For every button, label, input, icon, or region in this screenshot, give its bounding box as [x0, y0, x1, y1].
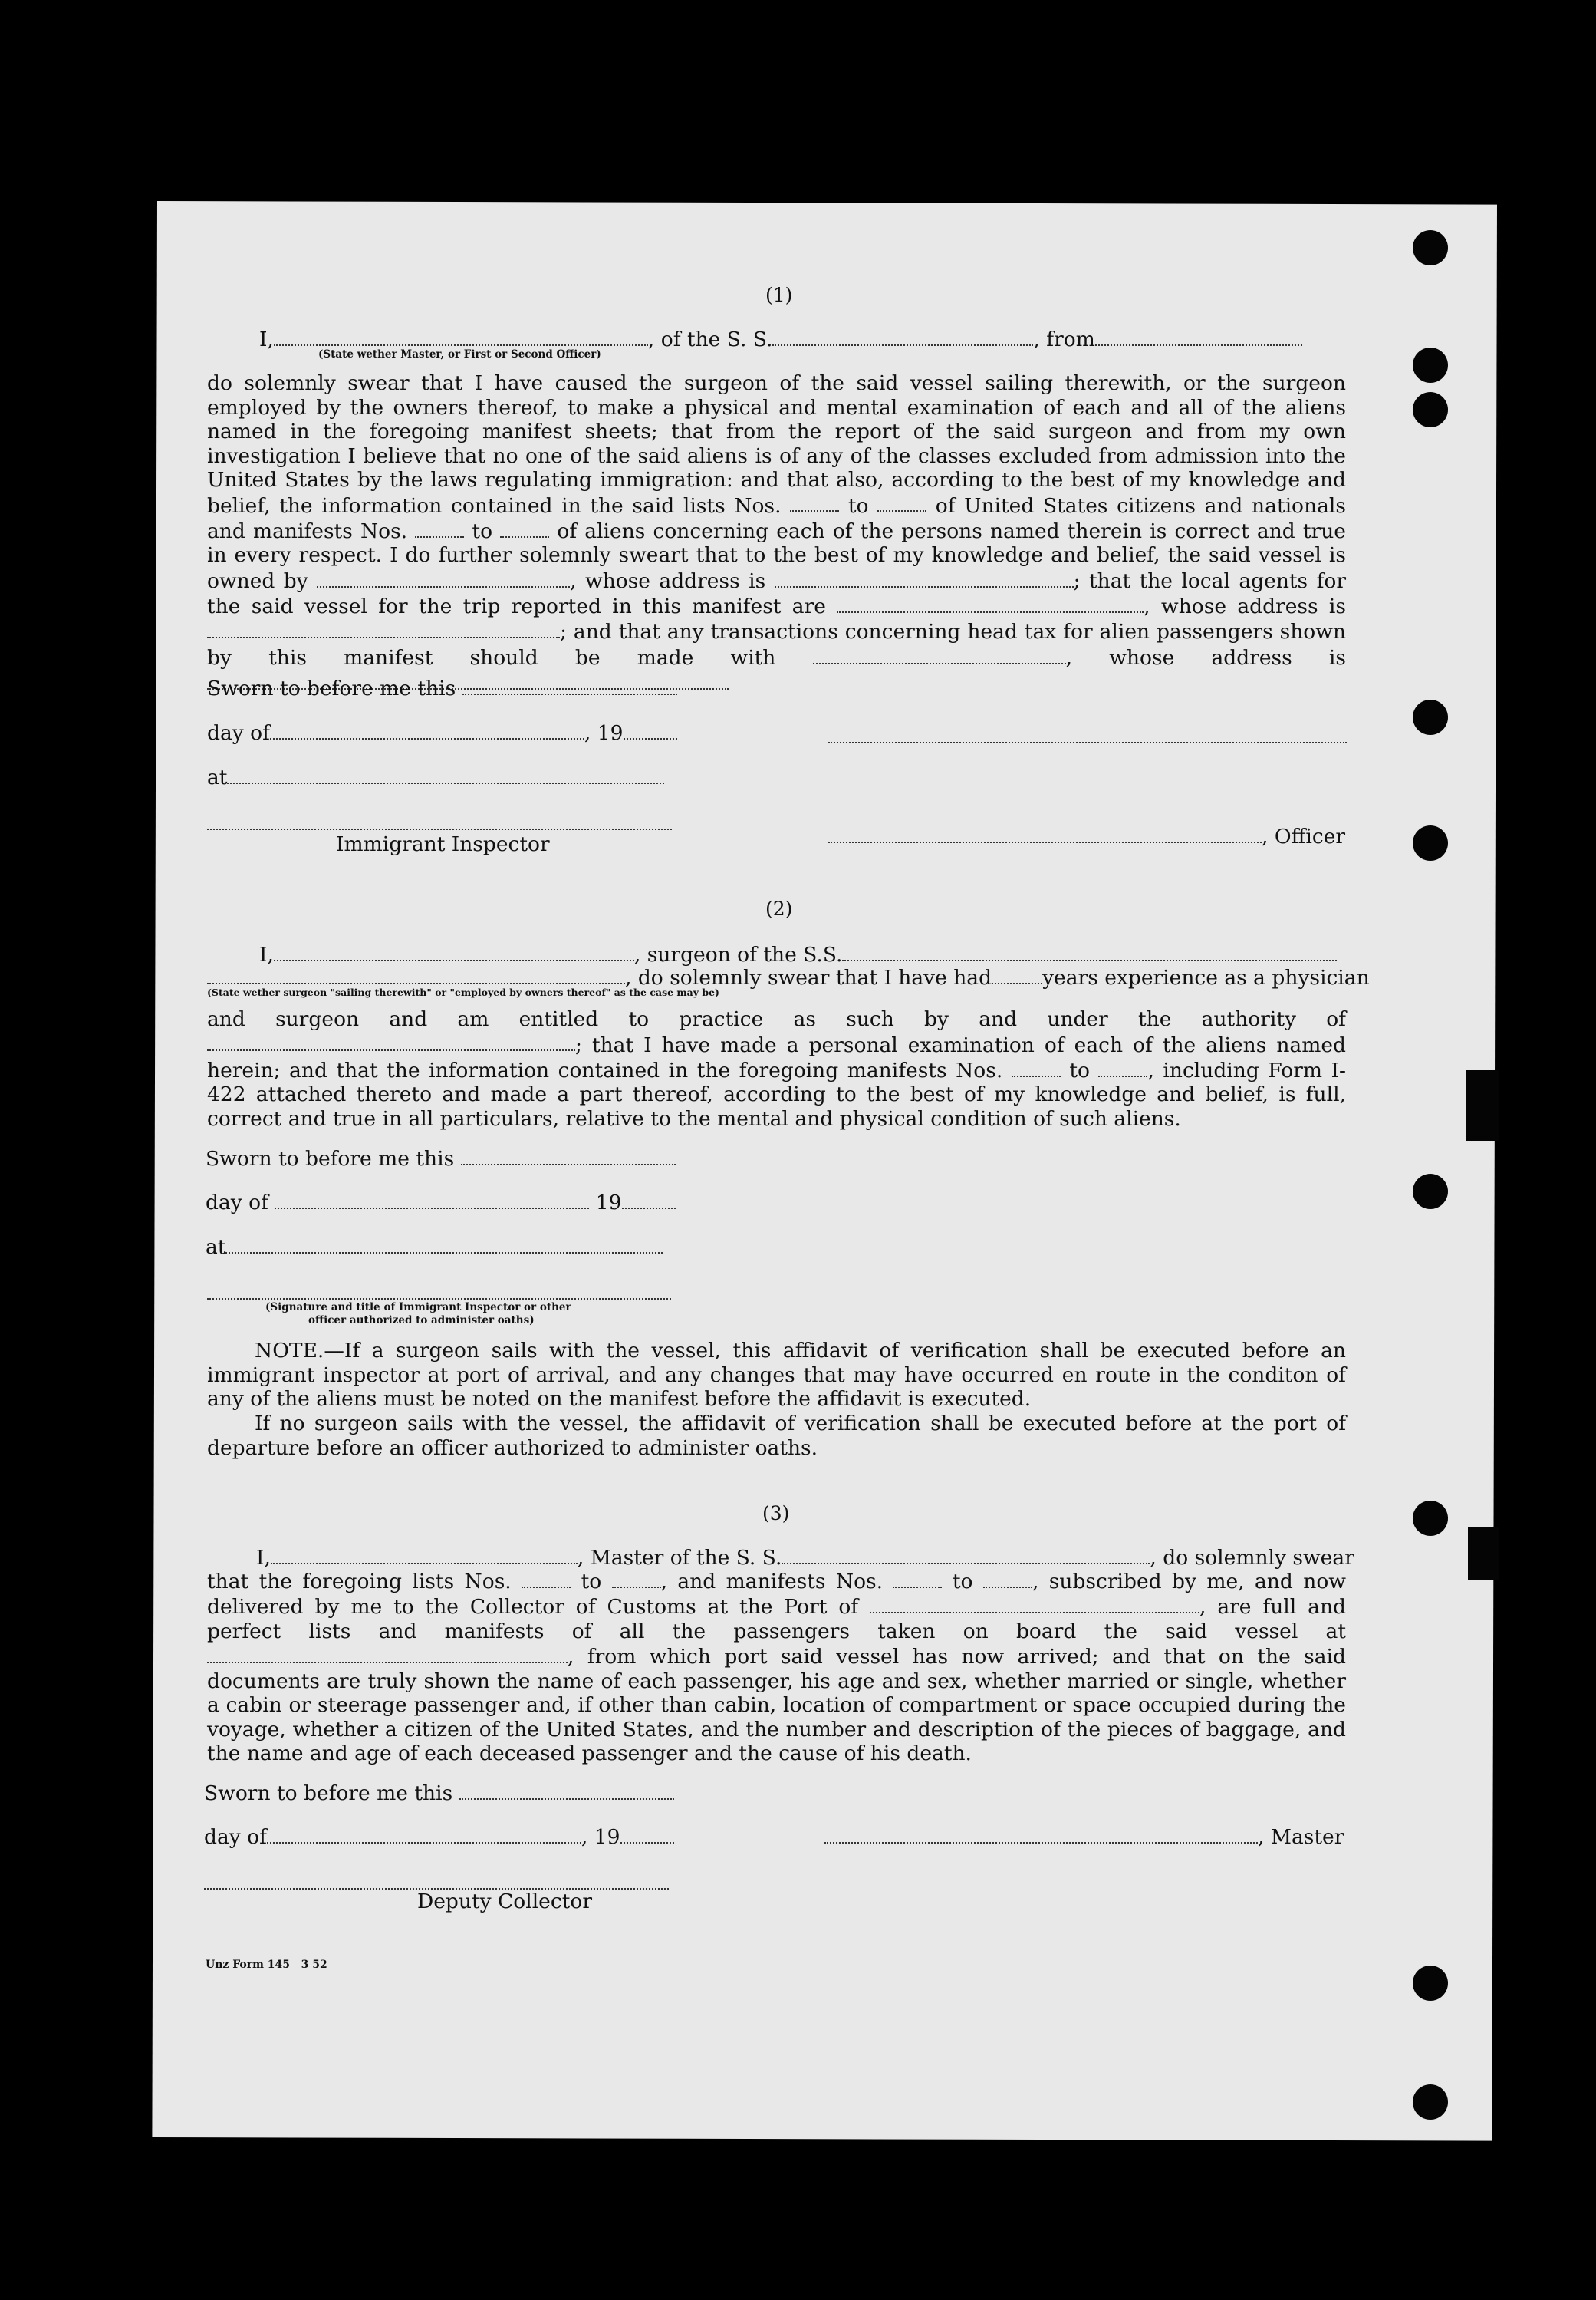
text: , do solemnly swear that I have had [625, 965, 992, 990]
text: day of [206, 1190, 268, 1214]
sworn-date-field[interactable] [461, 1145, 676, 1165]
text: ; [575, 1033, 582, 1057]
year-field[interactable] [620, 1824, 674, 1844]
text: , including Form I-422 attached thereto and made a part thereof, according to the best of my knowledge and belief, is full, correct and true in all particulars, relative to the mental and physical condition of such aliens. [207, 1058, 1346, 1131]
section2-paragraph [207, 1007, 1346, 1131]
section3-line1 [256, 1544, 1354, 1570]
day-line [207, 720, 677, 745]
manifest-from-field[interactable] [893, 1568, 942, 1588]
note-paragraph: NOTE.—If a surgeon sails with the vessel, this affidavit of verification shall be executed before an immigrant inspector at port of arrival, and any changes that may have occurred en route in the conditon of any of the aliens must be noted on the manifest before the affidavit is executed. [207, 1339, 1346, 1411]
field-caption: (State wether surgeon "sailing therewith" or "employed by owners thereof" as the case may be) [207, 987, 719, 998]
text: of United States citizens and nationals and manifests Nos. [207, 493, 1346, 543]
punch-hole [1413, 1501, 1448, 1536]
master-signature-field[interactable] [824, 1824, 1258, 1844]
sworn-date-field[interactable] [459, 1780, 674, 1800]
form-identifier: Unz Form 145 3 52 [206, 1959, 327, 1971]
section1-paragraph [207, 371, 1346, 695]
text: day of [207, 720, 270, 745]
master-line [824, 1824, 1344, 1849]
day-line [204, 1824, 674, 1849]
list-from-field[interactable] [790, 493, 839, 512]
year-field[interactable] [622, 1189, 676, 1209]
text: Sworn to before me this [207, 676, 456, 700]
master-name-field[interactable] [271, 1544, 578, 1564]
years-field[interactable] [992, 964, 1042, 984]
signature-caption: officer authorized to administer oaths) [308, 1314, 535, 1326]
text: years experience as a physician [1042, 965, 1370, 990]
text: , whose address is [570, 568, 766, 593]
head-tax-field[interactable] [813, 644, 1066, 664]
agents-field[interactable] [837, 593, 1144, 613]
day-field[interactable] [270, 720, 584, 740]
manifest-from-field[interactable] [415, 518, 464, 538]
officer-signature-field[interactable] [828, 823, 1262, 843]
section2-line1 [259, 941, 1337, 967]
at-field[interactable] [225, 1234, 663, 1254]
vessel-field[interactable] [772, 326, 1033, 346]
edge-tear [1468, 1527, 1499, 1580]
text: ; that the local agents for the said vessel for the trip reported in this manifest are [207, 568, 1346, 618]
surgeon-name-field[interactable] [274, 941, 634, 961]
text: to [1069, 1058, 1090, 1082]
sworn-date-field[interactable] [462, 675, 677, 695]
punch-hole [1413, 2084, 1448, 2120]
punch-hole [1413, 700, 1448, 735]
manifest-to-field[interactable] [1098, 1057, 1147, 1077]
inspector-signature-line[interactable] [207, 1297, 671, 1300]
text: , 19 [584, 720, 624, 745]
collector-label: Deputy Collector [417, 1890, 592, 1913]
list-from-field[interactable] [522, 1568, 571, 1588]
section3-paragraph [207, 1568, 1346, 1766]
text: to [472, 519, 493, 543]
text: , and manifests Nos. [660, 1569, 884, 1593]
surgeon-vessel-field[interactable] [842, 941, 1337, 961]
day-field[interactable] [275, 1189, 589, 1209]
text: day of [204, 1824, 267, 1849]
text: Sworn to before me this [204, 1781, 453, 1805]
text: , from [1033, 327, 1095, 351]
text: to [952, 1569, 973, 1593]
text: at [206, 1234, 226, 1259]
manifest-to-field[interactable] [500, 518, 549, 538]
edge-tear [1466, 1070, 1499, 1141]
note-paragraph: If no surgeon sails with the vessel, the affidavit of verification shall be executed before at the port of departure before an officer authorized to administer oaths. [207, 1412, 1346, 1460]
at-line [206, 1234, 663, 1259]
text: , subscribed by me, and now delivered by me to the Collector of Customs at the Port of [207, 1569, 1346, 1620]
sworn-line [206, 1145, 676, 1171]
text: Sworn to before me this [206, 1146, 455, 1171]
owner-address-field[interactable] [775, 568, 1074, 588]
punch-hole [1413, 825, 1448, 861]
text: to [581, 1569, 602, 1593]
year-field[interactable] [624, 720, 677, 740]
from-field[interactable] [1095, 326, 1302, 346]
text: , Master of the S. S. [577, 1545, 782, 1570]
sworn-line [207, 675, 677, 700]
name-field[interactable] [274, 326, 648, 346]
inspector-label: Immigrant Inspector [336, 832, 550, 856]
text: , of the S. S. [647, 327, 773, 351]
port-field[interactable] [870, 1593, 1199, 1613]
authority-field[interactable] [207, 1032, 575, 1052]
at-field[interactable] [227, 764, 664, 784]
text: , Master [1258, 1824, 1344, 1849]
text: , Officer [1262, 824, 1346, 848]
text: , are full and perfect lists and manifests of all the passengers taken on board the said vessel at [207, 1595, 1346, 1643]
text: I, [259, 327, 274, 351]
text: ; and that any transactions concerning head tax for alien passengers shown by this manifest should be made with [207, 620, 1346, 670]
text: that the foregoing lists Nos. [207, 1569, 512, 1593]
agents-address-field[interactable] [207, 618, 560, 638]
officer-signature-line[interactable] [828, 740, 1347, 743]
text: at [207, 765, 228, 789]
text: whose address is [1109, 645, 1347, 670]
surgeon-status-field[interactable] [207, 964, 625, 984]
owner-field[interactable] [317, 568, 570, 588]
section1-line1 [259, 326, 1302, 351]
text: and surgeon and am entitled to practice as such by and under the authority of [207, 1007, 1346, 1031]
section2-line2 [207, 964, 1370, 990]
text: , whose address is [1144, 594, 1346, 618]
manifest-to-field[interactable] [983, 1568, 1032, 1588]
list-to-field[interactable] [877, 493, 926, 512]
text: I, [256, 1545, 271, 1570]
section-number: (3) [762, 1502, 790, 1524]
section-number: (1) [765, 284, 793, 306]
section-number: (2) [765, 898, 793, 920]
boarding-port-field[interactable] [207, 1643, 568, 1663]
at-line [207, 764, 664, 789]
text: do solemnly swear that I have caused the surgeon of the said vessel sailing therewith, or the surgeon employed by the owners thereof, to make a physical and mental examination of each and all of the aliens named in the foregoing manifest sheets; that from the report of the said surgeon and from my own investigation I believe that no one of the said aliens is of any of the classes excluded from admission into the United States by the laws regulating immigration: and that also, according to the best of my knowledge and belief, the information contained in the said lists Nos. [207, 371, 1346, 518]
text: that I have made a personal examination of each of the aliens named herein; and that the information contained in the foregoing manifests Nos. [207, 1033, 1346, 1082]
text: to [847, 493, 869, 518]
sworn-line [204, 1780, 674, 1805]
vessel-field[interactable] [782, 1544, 1150, 1564]
text: I, [259, 942, 274, 967]
text: , 19 [581, 1824, 620, 1849]
text: 19 [595, 1190, 622, 1214]
officer-line [828, 823, 1345, 848]
signature-caption: (Signature and title of Immigrant Inspector or other [265, 1301, 571, 1313]
punch-hole [1413, 230, 1448, 265]
text: , [1065, 645, 1073, 670]
punch-hole [1413, 1174, 1448, 1209]
day-field[interactable] [267, 1824, 581, 1844]
text: , from which port said vessel has now arrived; and that on the said documents are truly shown the name of each passenger, his age and sex, whether married or single, whether a cabin or steerage passenger and, if other than cabin, location of compartment or space occupied during the voyage, whether a citizen of the United States, and the number and description of the pieces of baggage, and the name and age of each deceased passenger and the cause of his death. [207, 1645, 1346, 1766]
text: of aliens concerning each of the persons named therein is correct and true in every respect. I do further solemnly sweart that to the best of my knowledge and belief, the said vessel is owned by [207, 519, 1346, 593]
list-to-field[interactable] [612, 1568, 661, 1588]
manifest-from-field[interactable] [1012, 1057, 1061, 1077]
punch-hole [1413, 1966, 1448, 2001]
field-caption: (State wether Master, or First or Second Officer) [318, 348, 601, 361]
text: , do solemnly swear [1150, 1545, 1354, 1570]
inspector-signature-line[interactable] [207, 827, 672, 830]
punch-hole [1413, 392, 1448, 427]
text: , surgeon of the S.S. [633, 942, 843, 967]
day-line [206, 1189, 676, 1214]
punch-hole [1413, 348, 1448, 383]
